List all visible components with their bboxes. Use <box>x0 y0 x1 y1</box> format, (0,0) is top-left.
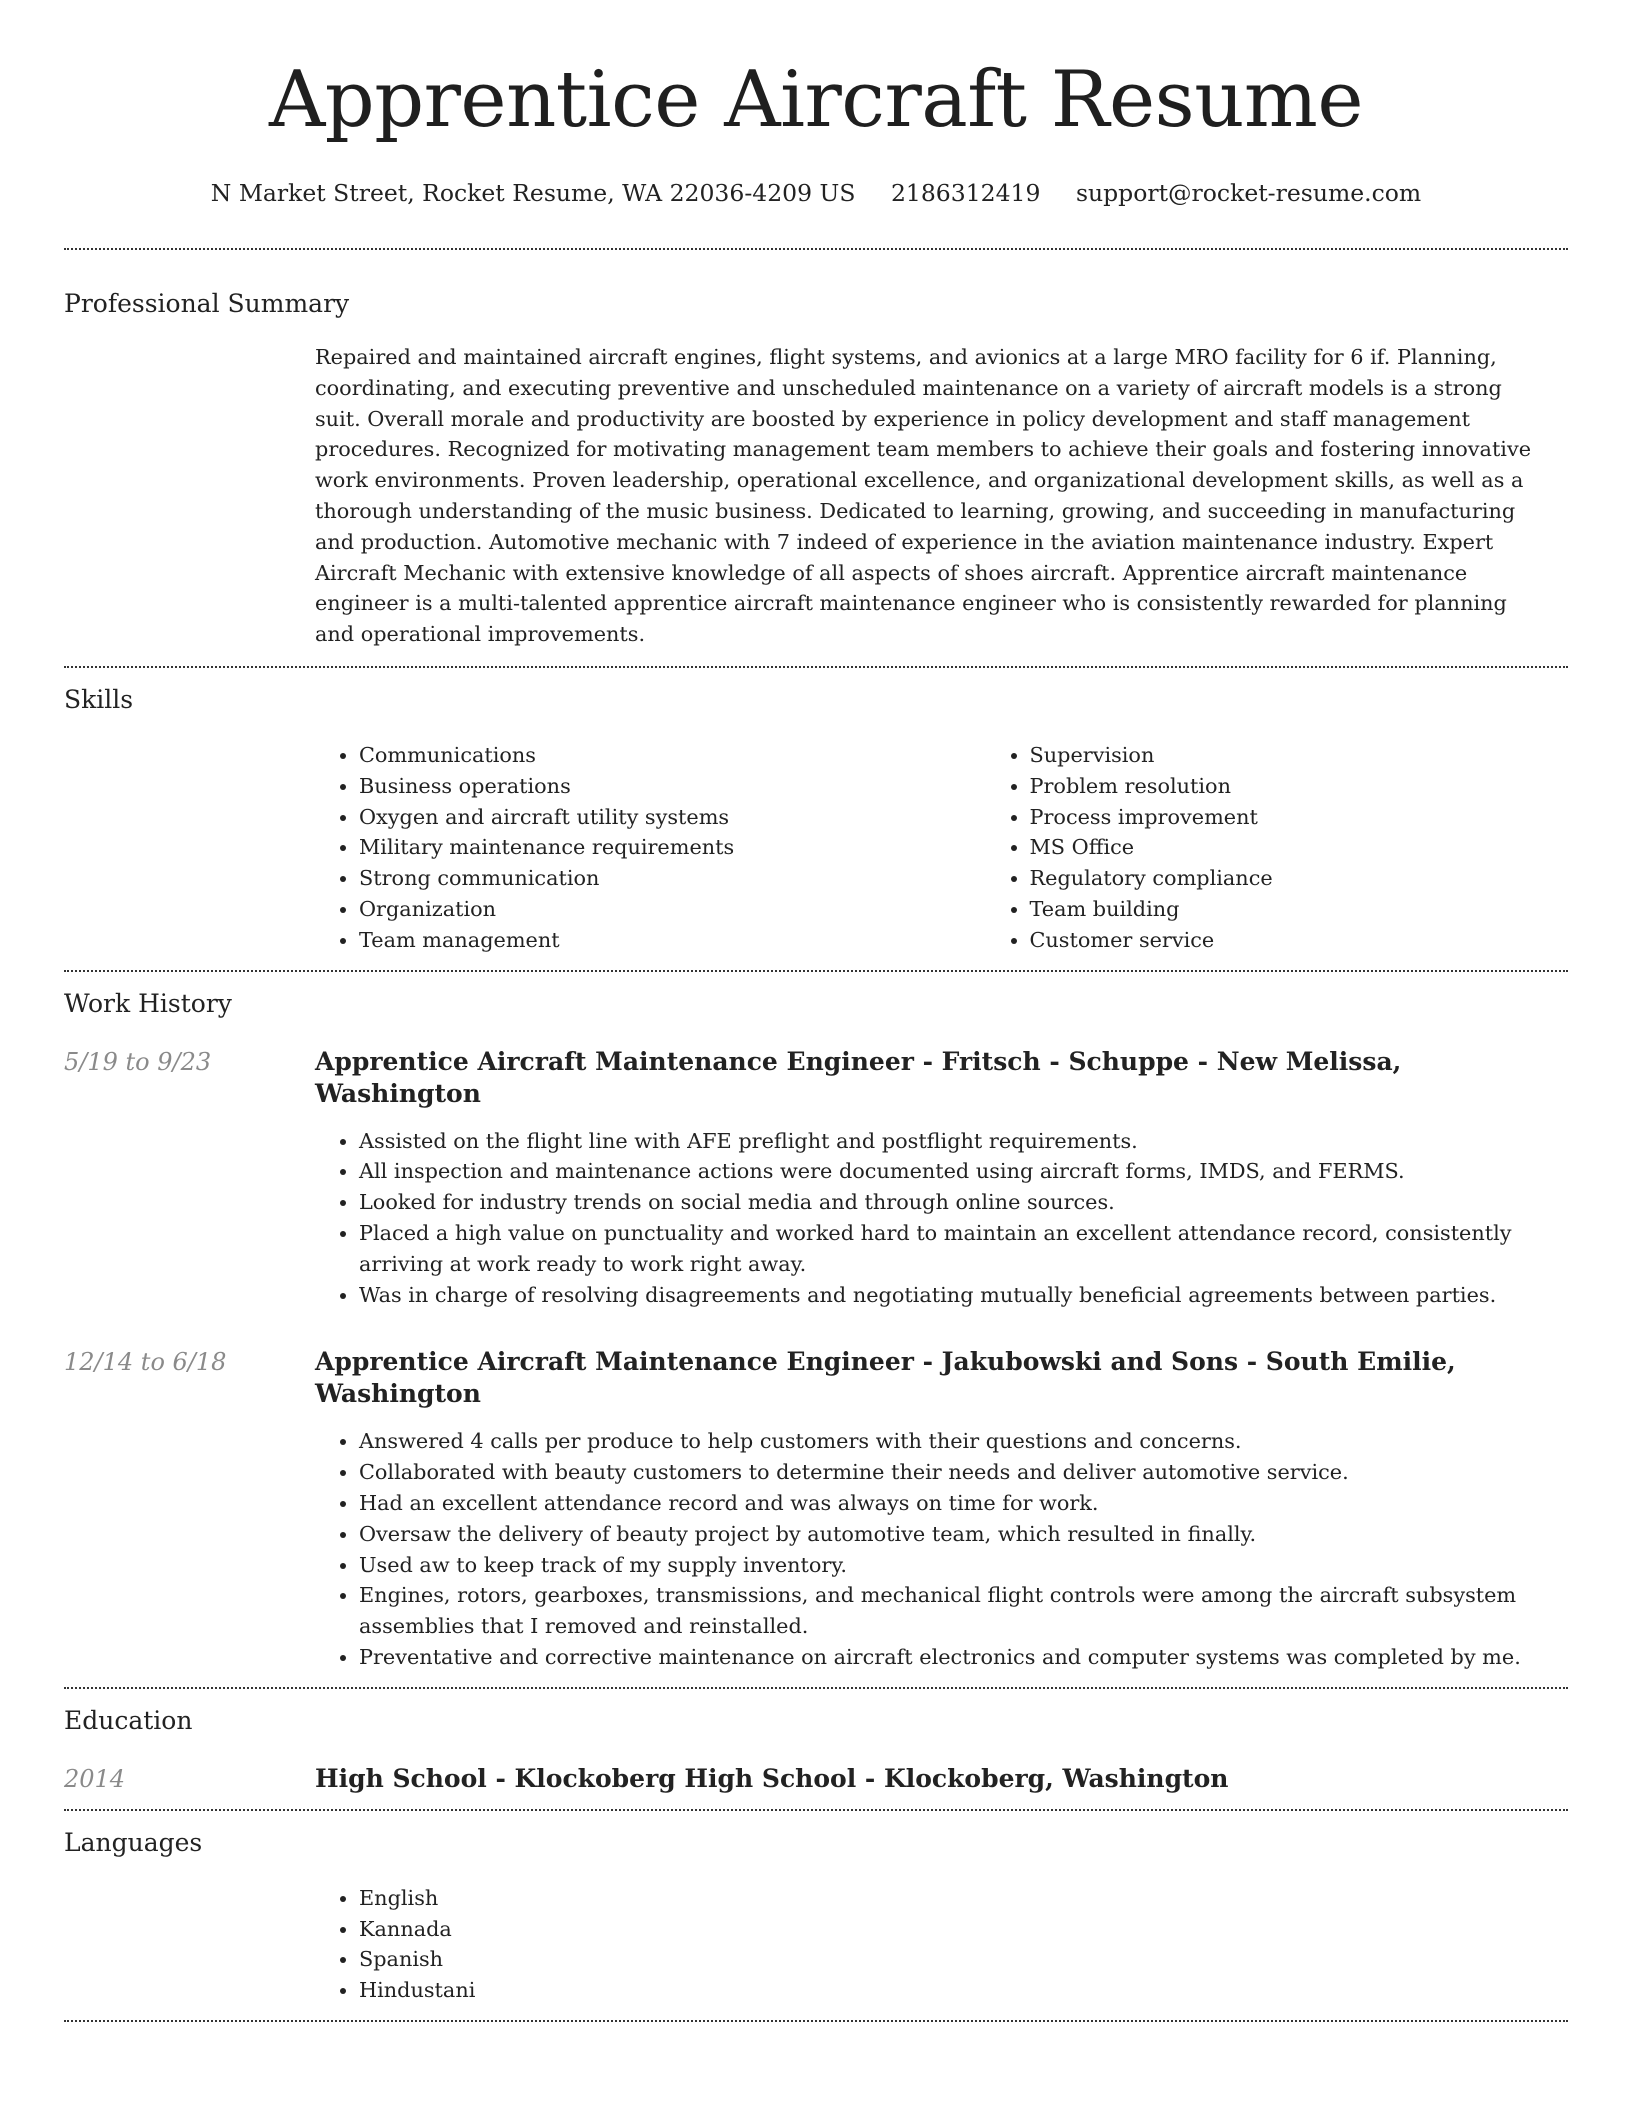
job-body <box>315 1046 1568 1311</box>
job-bullet: • Collaborated with beauty customers to determine their needs and deliver automotive service. <box>359 1457 1568 1488</box>
languages-row <box>64 1883 1568 2006</box>
job-bullet: • Looked for industry trends on social media and through online sources. <box>359 1187 1568 1218</box>
contact-address: N Market Street, Rocket Resume, WA 22036-4209 US <box>210 179 856 207</box>
job-entry <box>64 1046 1568 1311</box>
job-bullet: • All inspection and maintenance actions were documented using aircraft forms, IMDS, and FERMS. <box>359 1156 1568 1187</box>
job-bullet: • Assisted on the flight line with AFE preflight and postflight requirements. <box>359 1126 1568 1157</box>
skill-item: • Process improvement <box>1030 802 1632 833</box>
contact-line <box>64 178 1568 208</box>
skill-item: • Team building <box>1030 894 1632 925</box>
job-bullet: • Answered 4 calls per produce to help customers with their questions and concerns. <box>359 1426 1568 1457</box>
job-bullet: • Preventative and corrective maintenance on aircraft electronics and computer systems was completed by me. <box>359 1642 1568 1673</box>
languages-body <box>315 1883 1568 2006</box>
skill-item: • Communications <box>359 740 986 771</box>
languages-list <box>315 1883 1568 2006</box>
section-languages <box>64 1811 1568 2006</box>
skill-item: • Supervision <box>1030 740 1632 771</box>
contact-phone: 2186312419 <box>890 179 1041 207</box>
job-header-row <box>64 1346 1568 1672</box>
resume-title: Apprentice Aircraft Resume <box>268 55 1364 145</box>
summary-row <box>64 342 1568 650</box>
job-bullet: • Had an excellent attendance record and was always on time for work. <box>359 1488 1568 1519</box>
skills-left-spacer <box>64 740 315 956</box>
job-bullet: • Engines, rotors, gearboxes, transmissions, and mechanical flight controls were among the aircraft subsystem assemblies that I removed and reinstalled. <box>359 1580 1568 1642</box>
skills-list-right <box>986 740 1632 956</box>
languages-left-spacer <box>64 1883 315 2006</box>
skill-item: • Problem resolution <box>1030 771 1632 802</box>
skill-item: • Organization <box>359 894 986 925</box>
job-dates: 5/19 to 9/23 <box>64 1047 212 1076</box>
skill-item: • Business operations <box>359 771 986 802</box>
language-item: • Spanish <box>359 1944 1568 1975</box>
skills-grid <box>315 740 1568 956</box>
section-education <box>64 1689 1568 1795</box>
resume-header <box>64 0 1568 208</box>
skill-item: • Team management <box>359 925 986 956</box>
job-header-row <box>64 1046 1568 1311</box>
section-title-education: Education <box>64 1705 193 1735</box>
job-bullet: • Oversaw the delivery of beauty project by automotive team, which resulted in finally. <box>359 1519 1568 1550</box>
section-title-summary: Professional Summary <box>64 289 350 318</box>
skill-item: • Regulatory compliance <box>1030 863 1632 894</box>
job-heading: Apprentice Aircraft Maintenance Engineer - Fritsch - Schuppe - New Melissa, Washington <box>315 1046 1402 1108</box>
job-body <box>315 1346 1568 1672</box>
education-entry <box>64 1763 1568 1795</box>
job-bullet: • Placed a high value on punctuality and worked hard to maintain an excellent attendance record, consistently arriving at work ready to work right away. <box>359 1218 1568 1280</box>
skill-item: • Military maintenance requirements <box>359 832 986 863</box>
contact-email: support@rocket-resume.com <box>1075 179 1422 207</box>
skills-list-left <box>315 740 986 956</box>
divider <box>64 2020 1568 2022</box>
section-title-languages: Languages <box>64 1827 203 1857</box>
job-dates: 12/14 to 6/18 <box>64 1348 227 1377</box>
education-year: 2014 <box>64 1764 126 1793</box>
language-item: • Hindustani <box>359 1975 1568 2006</box>
section-title-work: Work History <box>64 988 232 1018</box>
job-entry <box>64 1346 1568 1672</box>
summary-body <box>315 342 1568 650</box>
job-bullet: • Used aw to keep track of my supply inventory. <box>359 1550 1568 1581</box>
skills-row <box>64 740 1568 956</box>
section-skills <box>64 668 1568 956</box>
language-item: • Kannada <box>359 1914 1568 1945</box>
skill-item: • Customer service <box>1030 925 1632 956</box>
job-bullets <box>315 1126 1568 1311</box>
job-heading: Apprentice Aircraft Maintenance Engineer - Jakubowski and Sons - South Emilie, Washington <box>315 1347 1456 1409</box>
language-item: • English <box>359 1883 1568 1914</box>
skill-item: • Oxygen and aircraft utility systems <box>359 802 986 833</box>
section-title-skills: Skills <box>64 684 134 714</box>
skill-item: • MS Office <box>1030 832 1632 863</box>
education-body <box>315 1763 1568 1795</box>
section-work-history <box>64 972 1568 1673</box>
summary-text: Repaired and maintained aircraft engines, flight systems, and avionics at a large MRO facility for 6 if. Planning, coordinating, and executing preventive and unscheduled maintenance on a variety of aircraft models is a strong suit. Overall morale and productivity are boosted by experience in policy development and staff management procedures. Recognized for motivating management team members to achieve their goals and fostering innovative work environments. Proven leadership, operational excellence, and organizational development skills, as well as a thorough understanding of the music business. Dedicated to learning, growing, and succeeding in manufacturing and production. Automotive mechanic with 7 indeed of experience in the aviation maintenance industry. Expert Aircraft Mechanic with extensive knowledge of all aspects of shoes aircraft. Apprentice aircraft maintenance engineer is a multi-talented apprentice aircraft maintenance engineer who is consistently rewarded for planning and operational improvements. <box>315 345 1532 647</box>
education-heading: High School - Klockoberg High School - Klockoberg, Washington <box>315 1763 1229 1793</box>
job-bullet: • Was in charge of resolving disagreements and negotiating mutually beneficial agreements between parties. <box>359 1280 1568 1311</box>
job-bullets <box>315 1426 1568 1672</box>
section-professional-summary <box>64 250 1568 650</box>
skill-item: • Strong communication <box>359 863 986 894</box>
summary-left-spacer <box>64 342 315 650</box>
